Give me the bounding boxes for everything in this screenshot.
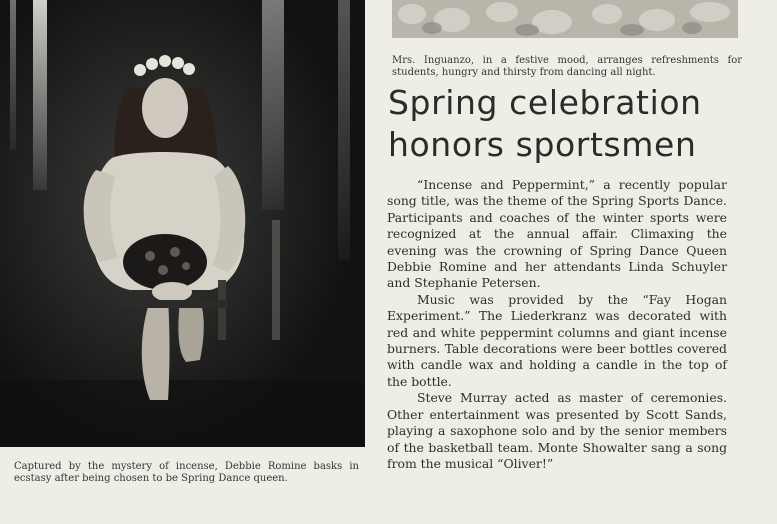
dance-queen-photo-icon: [0, 0, 365, 447]
article-paragraph: “Incense and Peppermint,” a recently popular song title, was the theme of the Spring Sports Dance. Participants and coaches of the winter sports were recognized at the annual affair. Climaxing the evening was the crowning of Spring Dance Queen Debbie Romine and her attendants Linda Schuyler and Stephanie Petersen.: [387, 177, 727, 291]
photo-caption-left: Captured by the mystery of incense, Debbie Romine basks in ecstasy after being chosen to be Spring Dance queen.: [14, 461, 359, 484]
headline: [388, 82, 773, 166]
article-paragraph: Steve Murray acted as master of ceremonies. Other entertainment was presented by Scott Sands, playing a saxophone solo and by the senior members of the basketball team. Monte Showalter sang a song from the musical “Oliver!”: [387, 390, 727, 471]
article-body: [387, 177, 727, 472]
headline-line-1: Spring celebration: [388, 83, 702, 122]
headline-line-2: honors sportsmen: [388, 125, 697, 164]
photo-caption-top: Mrs. Inguanzo, in a festive mood, arranges refreshments for students, hungry and thirsty from dancing all night.: [392, 55, 742, 78]
article-paragraph: Music was provided by the “Fay Hogan Experiment.” The Liederkranz was decorated with red and white peppermint columns and giant incense burners. Table decorations were beer bottles covered with candle wax and holding a candle in the top of the bottle.: [387, 291, 727, 389]
crowd-photo-icon: [392, 0, 738, 38]
